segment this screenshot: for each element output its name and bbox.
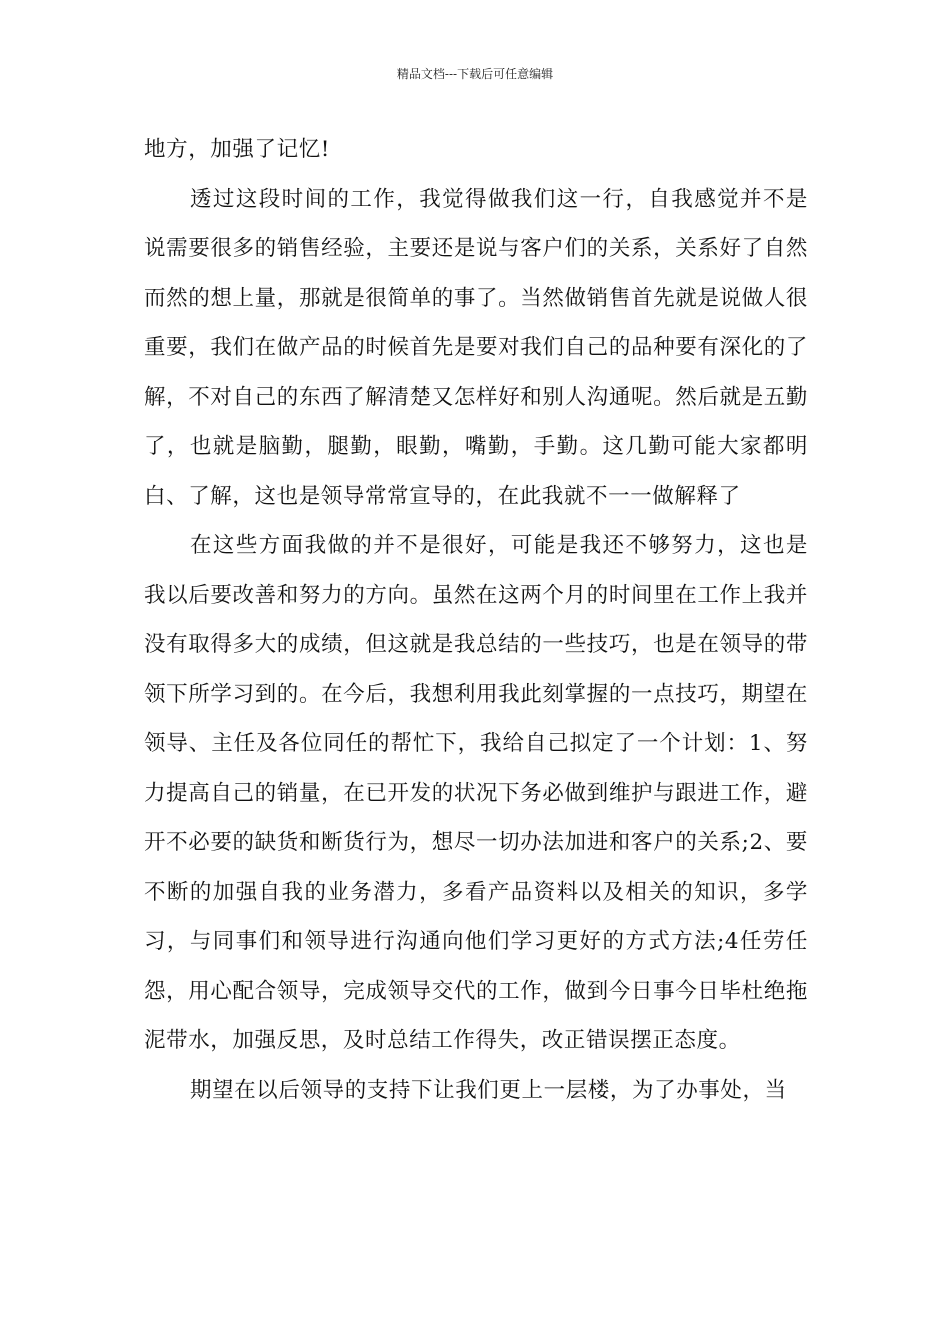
paragraph-closing: 期望在以后领导的支持下让我们更上一层楼，为了办事处，当 [190,1077,787,1103]
paragraph-continuation: 地方，加强了记忆! [144,137,331,162]
paragraph-improvement-plan: 在这些方面我做的并不是很好，可能是我还不够努力，这也是我以后要改善和努力的方向。虽然在这两个月的时间里在工作上我并没有取得多大的成绩，但这就是我总结的一些技巧，也是在领导的带领下所学习到的。在今后，我想利用我此刻掌握的一点技巧，期望在领导、主任及各位同任的帮忙下，我给自己拟定了一个计划：1、努力提高自己的销量，在已开发的状况下务必做到维护与跟进工作，避开不必要的缺货和断货行为，想尽一切办法加进和客户的关系;2、要不断的加强自我的业务潜力，多看产品资料以及相关的知识，多学习，与同事们和领导进行沟通向他们学习更好的方式方法;4任劳任怨，用心配合领导，完成领导交代的工作，做到今日事今日毕杜绝拖泥带水，加强反思，及时总结工作得失，改正错误摆正态度。 [144,533,808,1053]
paragraph-work-reflection: 透过这段时间的工作，我觉得做我们这一行，自我感觉并不是说需要很多的销售经验，主要还是说与客户们的关系，关系好了自然而然的想上量，那就是很简单的事了。当然做销售首先就是说做人很重要，我们在做产品的时候首先是要对我们自己的品种要有深化的了解，不对自己的东西了解清楚又怎样好和别人沟通呢。然后就是五勤了，也就是脑勤，腿勤，眼勤，嘴勤，手勤。这几勤可能大家都明白、了解，这也是领导常常宣导的，在此我就不一一做解释了 [144,186,808,509]
page-header: 精品文档---下载后可任意编辑 [396,67,554,81]
document-body [144,125,808,1115]
